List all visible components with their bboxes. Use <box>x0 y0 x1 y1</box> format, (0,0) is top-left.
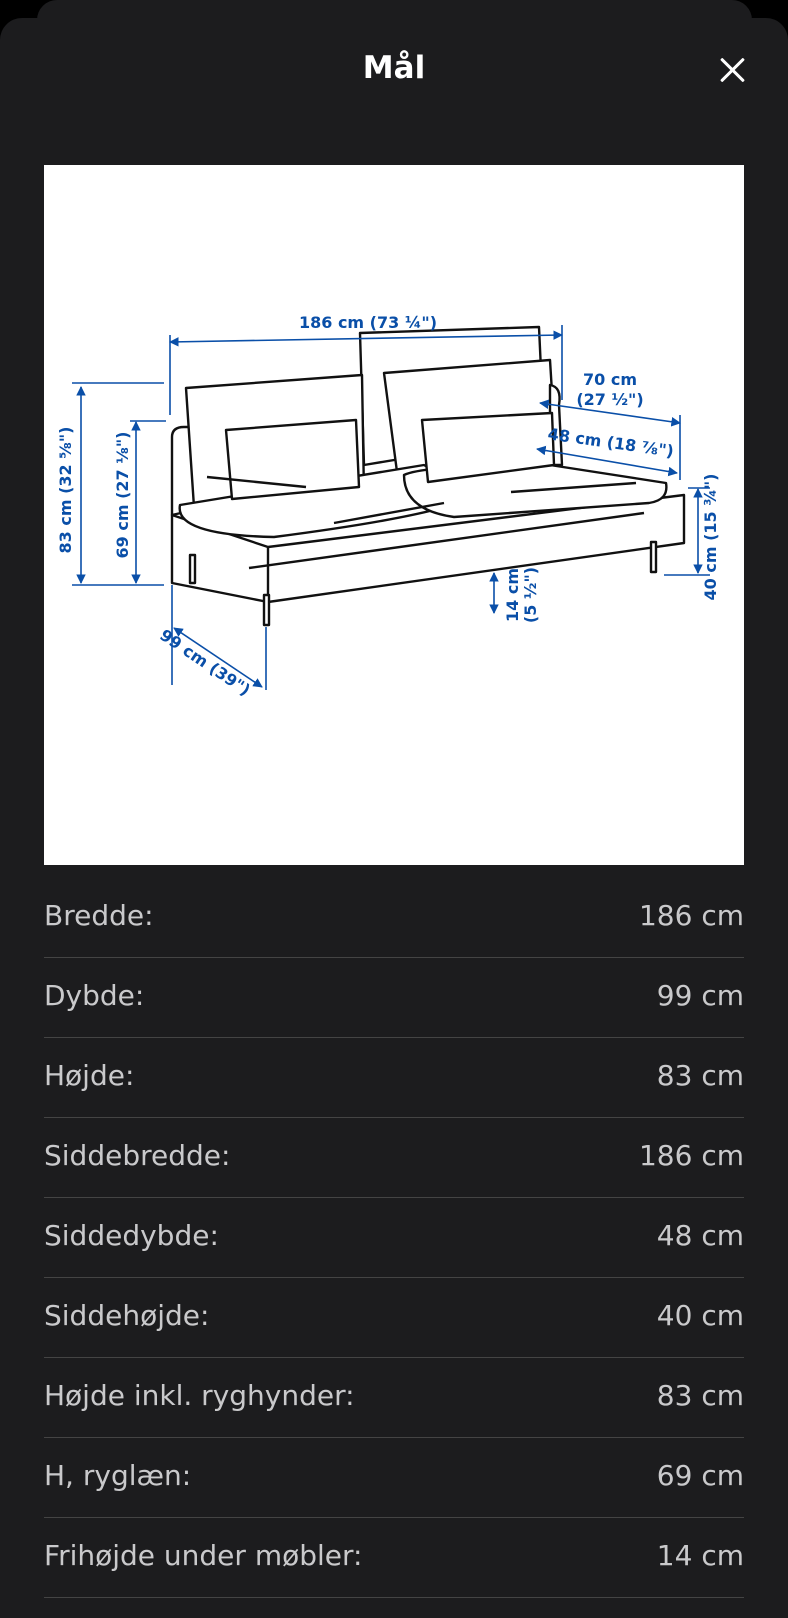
spec-label: Siddehøjde: <box>44 1299 210 1332</box>
height-label: 83 cm (32 ⅝") <box>56 426 75 554</box>
back-height-label: 69 cm (27 ⅛") <box>113 431 132 559</box>
spec-label: Dybde: <box>44 979 145 1012</box>
specs-list <box>44 878 744 1598</box>
spec-row <box>44 1038 744 1118</box>
spec-label: H, ryglæn: <box>44 1459 192 1492</box>
spec-row <box>44 1278 744 1358</box>
seat-depth-label: 48 cm (18 ⅞") <box>546 424 675 461</box>
spec-label: Frihøjde under møbler: <box>44 1539 363 1572</box>
dimension-diagram <box>44 165 744 865</box>
sofa-illustration <box>44 165 744 865</box>
spec-label: Højde inkl. ryghynder: <box>44 1379 355 1412</box>
spec-value: 83 cm <box>656 1059 744 1092</box>
spec-value: 99 cm <box>656 979 744 1012</box>
spec-row <box>44 1198 744 1278</box>
spec-row <box>44 1438 744 1518</box>
spec-row <box>44 1518 744 1598</box>
spec-label: Siddedybde: <box>44 1219 219 1252</box>
seat-height-label: 40 cm (15 ¾") <box>701 473 720 601</box>
spec-value: 14 cm <box>656 1539 744 1572</box>
spec-row <box>44 878 744 958</box>
spec-row <box>44 1118 744 1198</box>
modal-title: Mål <box>362 50 426 86</box>
spec-label: Bredde: <box>44 899 154 932</box>
clearance-label-1: 14 cm <box>503 568 522 622</box>
spec-value: 83 cm <box>656 1379 744 1412</box>
spec-value: 186 cm <box>638 899 744 932</box>
spec-row <box>44 1358 744 1438</box>
spec-value: 40 cm <box>656 1299 744 1332</box>
cushion-depth-label-2: (27 ½") <box>576 390 644 409</box>
spec-label: Højde: <box>44 1059 135 1092</box>
depth-label: 99 cm (39") <box>156 625 254 700</box>
spec-value: 186 cm <box>638 1139 744 1172</box>
spec-value: 48 cm <box>656 1219 744 1252</box>
cushion-depth-label-1: 70 cm <box>583 370 637 389</box>
width-label: 186 cm (73 ¼") <box>298 313 438 332</box>
close-icon[interactable] <box>718 55 748 85</box>
spec-value: 69 cm <box>656 1459 744 1492</box>
spec-row <box>44 958 744 1038</box>
clearance-label-2: (5 ½") <box>521 566 540 624</box>
spec-label: Siddebredde: <box>44 1139 231 1172</box>
